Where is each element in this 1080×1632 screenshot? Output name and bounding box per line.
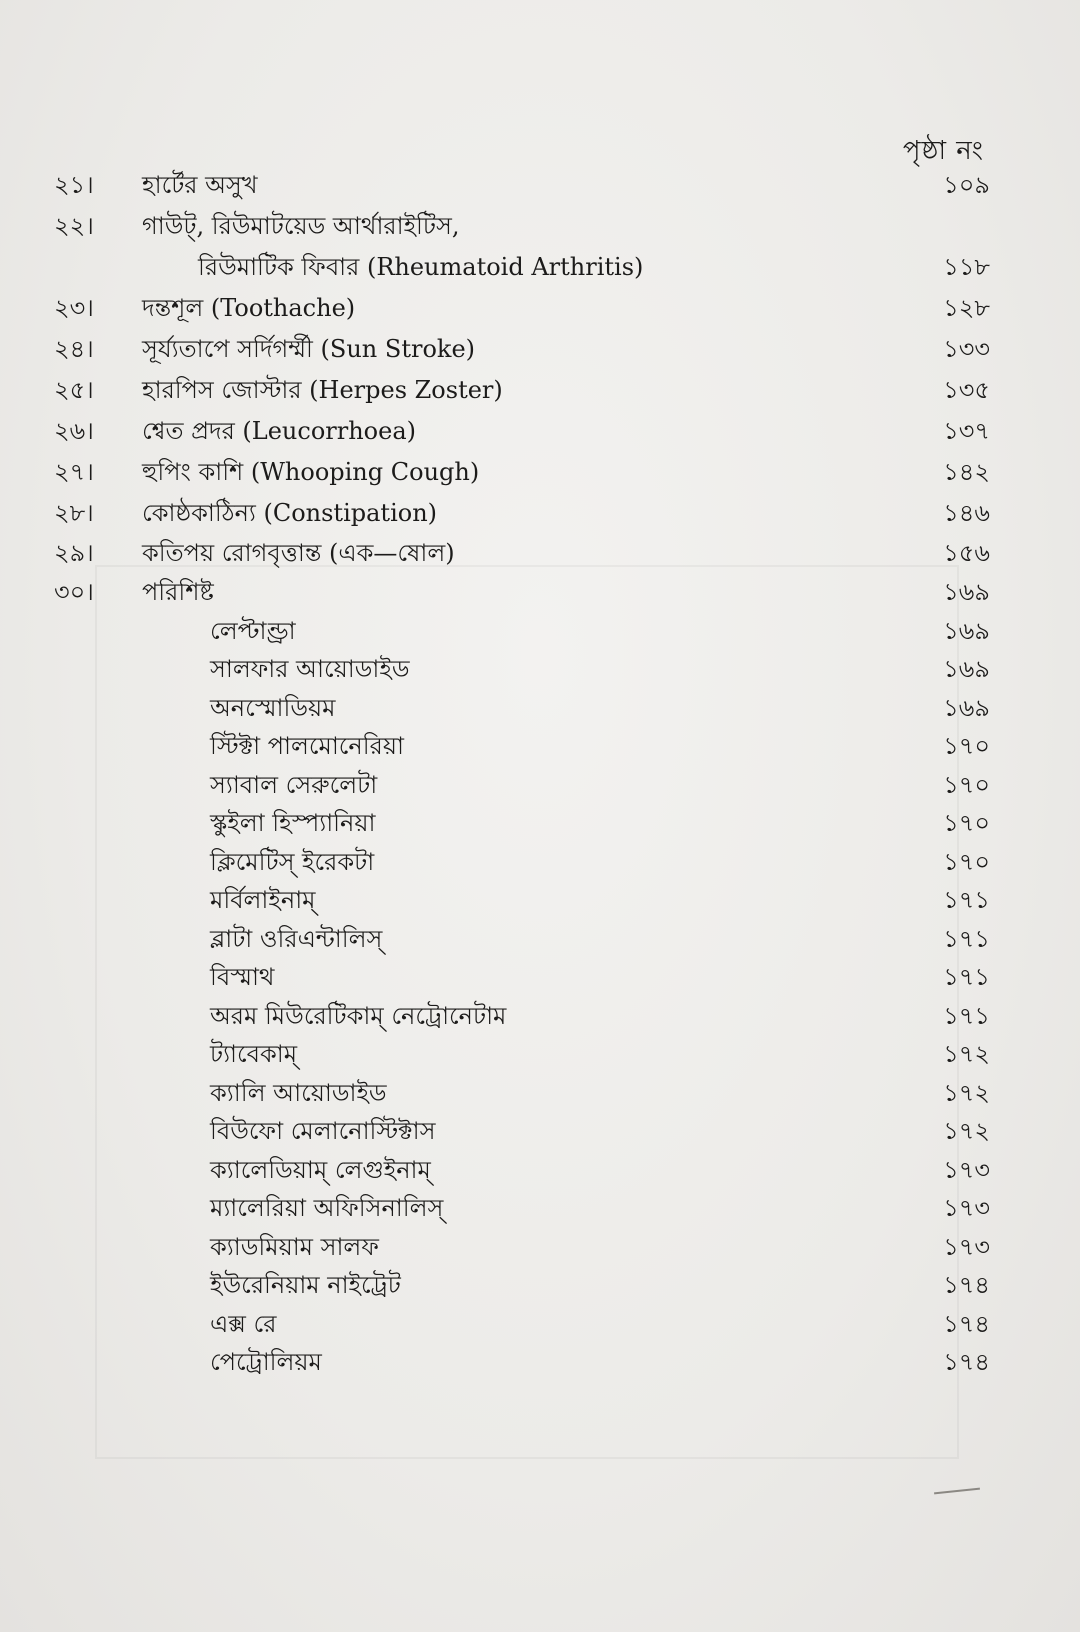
toc-subentry bbox=[0, 1189, 1080, 1227]
subentry-title: ক্লিমেটিস্ ইরেকটা bbox=[210, 848, 375, 876]
subentry-title: লেপ্টাণ্ড্রা bbox=[210, 617, 296, 645]
entry-page: ১২৮ bbox=[943, 294, 990, 322]
entry-page: ১৪২ bbox=[943, 458, 990, 486]
entry-page: ১৭০ bbox=[943, 809, 990, 837]
toc-entry bbox=[0, 289, 1080, 327]
entry-number: ৩০। bbox=[54, 578, 94, 606]
entry-title: গাউট্, রিউমাটয়েড আর্থারাইটিস, bbox=[142, 212, 460, 240]
entry-number: ২২। bbox=[54, 212, 94, 240]
entry-page: ১৭৩ bbox=[943, 1156, 990, 1184]
entry-title: সূর্য্যতাপে সর্দিগর্ম্মী (Sun Stroke) bbox=[142, 335, 476, 363]
entry-page: ১১৮ bbox=[943, 253, 990, 281]
entry-page: ১৫৬ bbox=[943, 539, 990, 567]
toc-subentry bbox=[0, 881, 1080, 919]
entry-page: ১৩৭ bbox=[943, 417, 990, 445]
toc-subentry bbox=[0, 689, 1080, 727]
entry-title: রিউমাটিক ফিবার (Rheumatoid Arthritis) bbox=[198, 253, 644, 281]
entry-number: ২৯। bbox=[54, 539, 94, 567]
entry-title: কোষ্ঠকাঠিন্য (Constipation) bbox=[142, 499, 438, 527]
toc-entry-continuation bbox=[0, 248, 1080, 286]
entry-page: ১৭১ bbox=[943, 925, 990, 953]
toc-subentry bbox=[0, 1035, 1080, 1073]
toc-subentry bbox=[0, 958, 1080, 996]
entry-page: ১৭২ bbox=[943, 1079, 990, 1107]
toc-subentry bbox=[0, 1343, 1080, 1381]
entry-page: ১৭০ bbox=[943, 771, 990, 799]
subentry-title: স্যাবাল সেরুলেটা bbox=[210, 771, 378, 799]
subentry-title: ট্যাবেকাম্ bbox=[210, 1040, 298, 1068]
entry-page: ১৭৪ bbox=[943, 1348, 990, 1376]
toc-subentry bbox=[0, 843, 1080, 881]
entry-number: ২৫। bbox=[54, 376, 94, 404]
entry-title: হার্টের অসুখ bbox=[142, 171, 258, 199]
toc-entry bbox=[0, 371, 1080, 409]
toc-subentry bbox=[0, 920, 1080, 958]
toc-subentry bbox=[0, 1228, 1080, 1266]
toc-subentry bbox=[0, 650, 1080, 688]
toc-entry bbox=[0, 166, 1080, 204]
entry-page: ১৭৩ bbox=[943, 1194, 990, 1222]
page-number-column-label: পৃষ্ঠা নং bbox=[902, 136, 984, 166]
entry-page: ১৭০ bbox=[943, 848, 990, 876]
entry-number: ২৪। bbox=[54, 335, 94, 363]
subentry-title: ক্যাডমিয়াম সালফ bbox=[210, 1233, 379, 1261]
entry-page: ১৩৫ bbox=[943, 376, 990, 404]
toc-subentry bbox=[0, 1151, 1080, 1189]
entry-page: ১৩৩ bbox=[943, 335, 990, 363]
toc-subentry bbox=[0, 1074, 1080, 1112]
entry-title: শ্বেত প্রদর (Leucorrhoea) bbox=[142, 417, 417, 445]
toc-subentry bbox=[0, 612, 1080, 650]
entry-page: ১৭৪ bbox=[943, 1310, 990, 1338]
entry-page: ১০৯ bbox=[943, 171, 990, 199]
toc-entry bbox=[0, 534, 1080, 572]
entry-page: ১৬৯ bbox=[943, 694, 990, 722]
toc-entry bbox=[0, 494, 1080, 532]
subentry-title: অরম মিউরেটিকাম্ নেট্রোনেটাম bbox=[210, 1002, 507, 1030]
subentry-title: পেট্রোলিয়ম bbox=[210, 1348, 322, 1376]
toc-subentry bbox=[0, 804, 1080, 842]
toc-subentry bbox=[0, 997, 1080, 1035]
entry-title: পরিশিষ্ট bbox=[142, 578, 214, 606]
subentry-title: ক্যালি আয়োডাইড bbox=[210, 1079, 387, 1107]
subentry-title: এক্স রে bbox=[210, 1310, 277, 1338]
entry-number: ২১। bbox=[54, 171, 94, 199]
entry-title: হুপিং কাশি (Whooping Cough) bbox=[142, 458, 480, 486]
entry-number: ২৮। bbox=[54, 499, 94, 527]
toc-subentry bbox=[0, 727, 1080, 765]
toc-subentry bbox=[0, 766, 1080, 804]
entry-number: ২৩। bbox=[54, 294, 94, 322]
entry-page: ১৭১ bbox=[943, 886, 990, 914]
toc-subentry bbox=[0, 1266, 1080, 1304]
subentry-title: মর্বিলাইনাম্ bbox=[210, 886, 316, 914]
entry-title: দন্তশূল (Toothache) bbox=[142, 294, 356, 322]
subentry-title: অনস্মোডিয়ম bbox=[210, 694, 336, 722]
toc-entry bbox=[0, 330, 1080, 368]
subentry-title: বিউফো মেলানোস্টিক্টাস bbox=[210, 1117, 436, 1145]
entry-page: ১৭১ bbox=[943, 1002, 990, 1030]
subentry-title: স্কুইলা হিস্প্যানিয়া bbox=[210, 809, 376, 837]
entry-page: ১৬৯ bbox=[943, 655, 990, 683]
subentry-title: সালফার আয়োডাইড bbox=[210, 655, 410, 683]
toc-entry bbox=[0, 412, 1080, 450]
entry-number: ২৬। bbox=[54, 417, 94, 445]
toc-subentry bbox=[0, 1305, 1080, 1343]
subentry-title: বিস্মাথ bbox=[210, 963, 275, 991]
toc-subentry bbox=[0, 1112, 1080, 1150]
entry-page: ১৭১ bbox=[943, 963, 990, 991]
subentry-title: ইউরেনিয়াম নাইট্রেট bbox=[210, 1271, 401, 1299]
entry-page: ১৭২ bbox=[943, 1117, 990, 1145]
entry-number: ২৭। bbox=[54, 458, 94, 486]
subentry-title: ম্যালেরিয়া অফিসিনালিস্ bbox=[210, 1194, 444, 1222]
toc-entry bbox=[0, 453, 1080, 491]
entry-page: ১৭৪ bbox=[943, 1271, 990, 1299]
toc-entry bbox=[0, 207, 1080, 245]
subentry-title: স্টিক্টা পালমোনেরিয়া bbox=[210, 732, 404, 760]
entry-title: কতিপয় রোগবৃত্তান্ত (এক—ষোল) bbox=[142, 539, 455, 567]
entry-page: ১৬৯ bbox=[943, 578, 990, 606]
subentry-title: ব্লাটা ওরিএন্টালিস্ bbox=[210, 925, 383, 953]
entry-page: ১৬৯ bbox=[943, 617, 990, 645]
entry-title: হারপিস জোস্টার (Herpes Zoster) bbox=[142, 376, 503, 404]
entry-page: ১৭০ bbox=[943, 732, 990, 760]
subentry-title: ক্যালেডিয়াম্ লেগুইনাম্ bbox=[210, 1156, 431, 1184]
entry-page: ১৭২ bbox=[943, 1040, 990, 1068]
toc-entry bbox=[0, 573, 1080, 611]
entry-page: ১৭৩ bbox=[943, 1233, 990, 1261]
entry-page: ১৪৬ bbox=[943, 499, 990, 527]
